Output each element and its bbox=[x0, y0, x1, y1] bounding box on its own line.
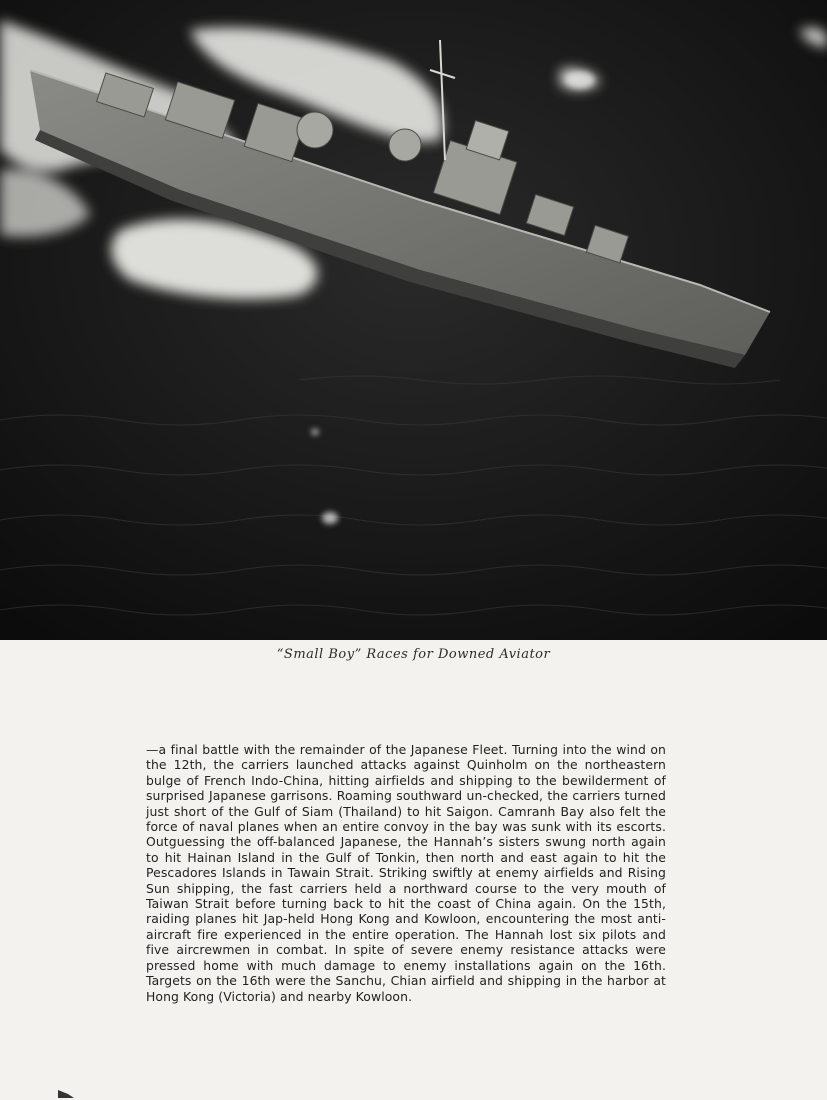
corner-smudge bbox=[58, 1088, 76, 1098]
photo-caption: “Small Boy” Races for Downed Aviator bbox=[276, 647, 551, 662]
body-paragraph: —a final battle with the remainder of the Japanese Fleet. Turning into the wind on the 12th, the carriers launched attacks against Quinholm on the northeastern bulge of French Indo-China, hitting airfields and shipping to the bewilderment of surprised Japanese garrisons. Roaming southward un-checked, the carriers turned just short of the Gulf of Siam (Thailand) to hit Saigon. Camranh Bay also felt the force of naval planes when an entire convoy in the bay was sunk with its escorts. Outguessing the off-balanced Japanese, the Hannah’s sisters swung north again to hit Hainan Island in the Gulf of Tonkin, then north and east again to hit the Pescadores Islands in Tawain Strait. Striking swiftly at enemy airfields and Rising Sun shipping, the fast carriers held a northward course to the very mouth of Taiwan Strait before turning back to hit the coast of China again. On the 15th, raiding planes hit Jap-held Hong Kong and Kowloon, encountering the most anti-aircraft fire experienced in the entire operation. The Hannah lost six pilots and five aircrewmen in combat. In spite of severe enemy resistance attacks were pressed home with much damage to enemy installations again on the 16th. Targets on the 16th were the Sanchu, Chian airfield and shipping in the harbor at Hong Kong (Victoria) and nearby Kowloon. bbox=[146, 742, 666, 1004]
